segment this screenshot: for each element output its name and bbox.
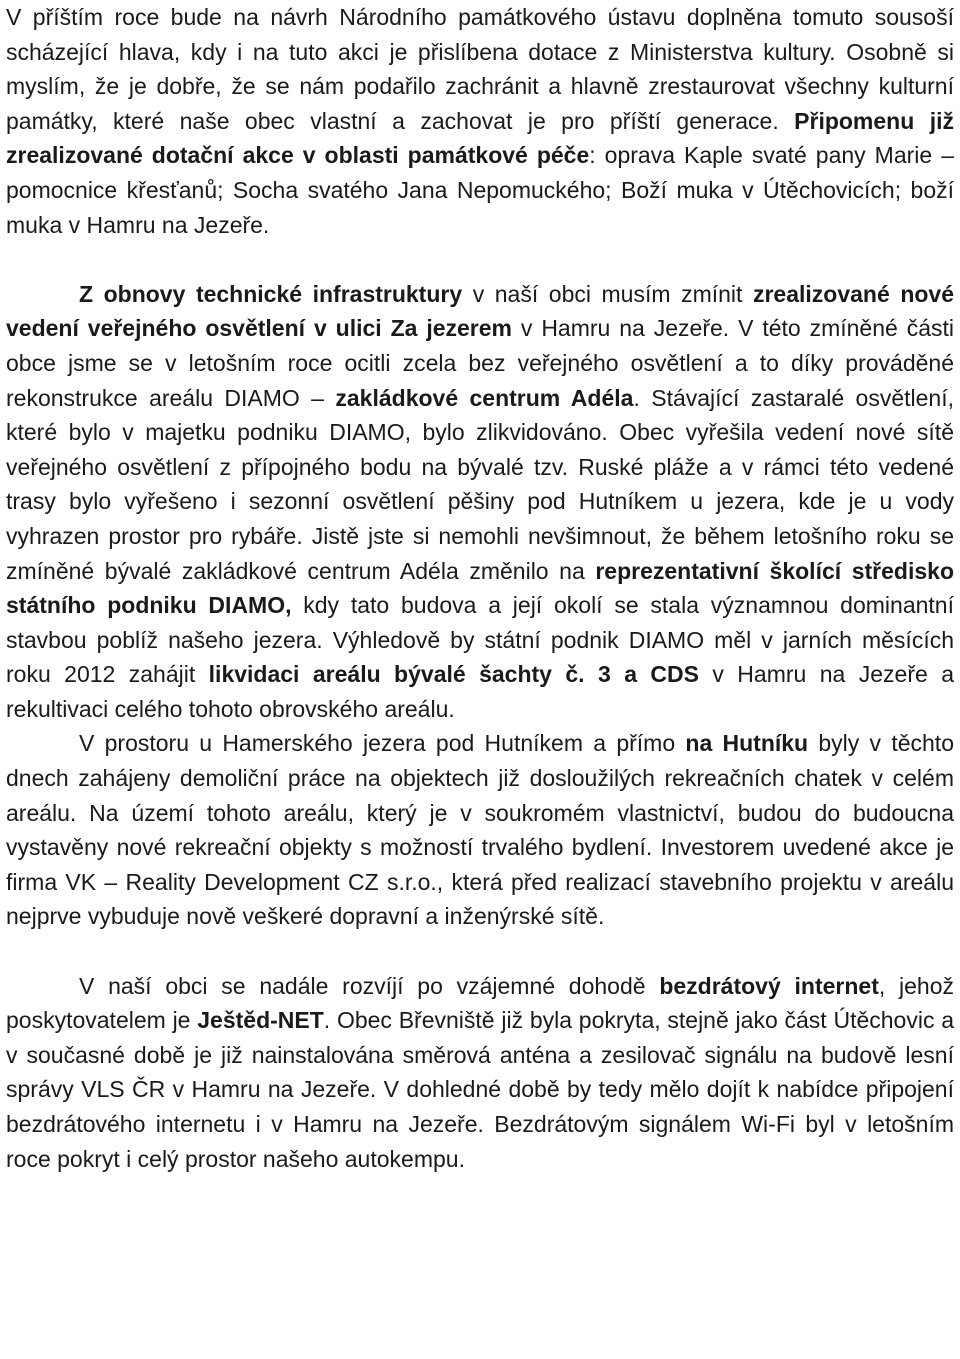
text-run: v Hamru na Jezeře a rekultivaci celého tohoto obrovského areálu. bbox=[6, 661, 954, 722]
paragraph-gap bbox=[6, 242, 954, 277]
bold-text-run: Připomenu již zrealizované dotační akce v oblasti památkové péče bbox=[6, 107, 954, 169]
bold-text-run: bezdrátový internet bbox=[659, 972, 879, 999]
bold-text-run: zrealizované nové vedení veřejného osvětlení v ulici Za jezerem bbox=[6, 280, 955, 342]
bold-text-run: Z obnovy technické infrastruktury bbox=[79, 280, 463, 307]
paragraph-monument-care bbox=[6, 0, 954, 242]
text-run: . Stávající zastaralé osvětlení, které bylo v majetku podniku DIAMO, bylo zlikvidováno. Obec vyřešila vedení nové sítě veřejného osvětlení z přípojného bodu na bývalé tzv. Ruské pláže a v rámci této vedené trasy bylo vyřešeno i sezonní osvětlení pěšiny pod Hutníkem u jezera, kde je u vody vyhrazen prostor pro rybáře. Jistě jste si nemohli nevšimnout, že během letošního roku se zmíněné bývalé zakládkové centrum Adéla změnilo na bbox=[6, 384, 954, 584]
bold-text-run: Ještěd-NET bbox=[197, 1007, 324, 1034]
text-run: . Obec Břevniště již byla pokryta, stejně jako část Útěchovic a v současné době je již nainstalována směrová anténa a zesilovač signálu na budově lesní správy VLS ČR v Hamru na Jezeře. V dohledné době by tedy mělo dojít k nabídce připojení bezdrátového internetu i v Hamru na Jezeře. Bezdrátovým signálem Wi-Fi byl v letošním roce pokryt i celý prostor našeho autokempu. bbox=[6, 1007, 955, 1172]
text-run: , jehož poskytovatelem je bbox=[6, 972, 954, 1034]
text-run: v naší obci musím zmínit bbox=[462, 280, 753, 307]
bold-text-run: reprezentativní školící středisko státního podniku DIAMO, bbox=[6, 557, 954, 619]
text-run: V naší obci se nadále rozvíjí po vzájemné dohodě bbox=[79, 972, 660, 999]
bold-text-run: zakládkové centrum Adéla bbox=[335, 384, 634, 411]
text-run: v Hamru na Jezeře. V této zmíněné části obce jsme se v letošním roce ocitli zcela bez veřejného osvětlení a to díky prováděné rekonstrukce areálu DIAMO – bbox=[6, 315, 955, 411]
paragraph-infrastructure bbox=[6, 277, 954, 727]
paragraph-hutnik-area bbox=[6, 726, 954, 934]
text-run: : oprava Kaple svaté pany Marie – pomocnice křesťanů; Socha svatého Jana Nepomuckého; Boží muka v Útěchovicích; boží muka v Hamru na Jezeře. bbox=[6, 142, 954, 238]
bold-text-run: na Hutníku bbox=[685, 730, 809, 757]
text-run: V příštím roce bude na návrh Národního památkového ústavu doplněna tomuto sousoší scházející hlava, kdy i na tuto akci je přislíbena dotace z Ministerstva kultury. Osobně si myslím, že je dobře, že se nám podařilo zachránit a hlavně zrestaurovat všechny kulturní památky, které naše obec vlastní a zachovat je pro příští generace. bbox=[6, 4, 954, 134]
text-run: kdy tato budova a její okolí se stala významnou dominantní stavbou poblíž našeho jezera. Výhledově by státní podnik DIAMO měl v jarních měsících roku 2012 zahájit bbox=[6, 592, 954, 688]
paragraph-wireless-internet bbox=[6, 969, 954, 1177]
text-run: V prostoru u Hamerského jezera pod Hutníkem a přímo bbox=[79, 730, 686, 757]
paragraph-gap bbox=[6, 934, 954, 969]
text-run: byly v těchto dnech zahájeny demoliční práce na objektech již dosloužilých rekreačních chatek v celém areálu. Na území tohoto areálu, který je v soukromém vlastnictví, budou do budoucna vystavěny nové rekreační objekty s možností trvalého bydlení. Investorem uvedené akce je firma VK – Reality Development CZ s.r.o., která před realizací stavebního projektu v areálu nejprve vybuduje nově veškeré dopravní a inženýrské sítě. bbox=[6, 730, 954, 930]
bold-text-run: likvidaci areálu bývalé šachty č. 3 a CDS bbox=[208, 661, 699, 688]
